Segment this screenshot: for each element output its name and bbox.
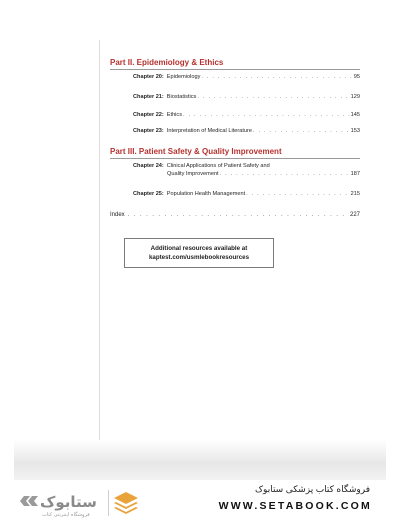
chapter-title: Interpretation of Medical Literature: [166, 128, 252, 134]
chapter-title: Ethics: [166, 112, 183, 118]
dot-leader: [201, 74, 352, 82]
logo-subtext: فروشگاه اینترنتی کتاب: [42, 512, 90, 518]
part-3-heading: Part III. Patient Safety & Quality Improvement: [110, 147, 282, 156]
part-3-rule: [110, 158, 360, 159]
toc-entry-index[interactable]: [110, 212, 360, 218]
chapter-title-line-1: Clinical Applications of Patient Safety and: [166, 163, 270, 169]
chapter-title-line-2: Quality Improvement: [167, 170, 219, 177]
part-2-heading: Part II. Epidemiology & Ethics: [110, 58, 224, 67]
chapter-title: Population Health Management: [166, 191, 246, 197]
toc-entry-chapter-20[interactable]: [133, 74, 360, 82]
page-number: 129: [350, 94, 360, 100]
dot-leader: [220, 171, 350, 179]
page-number: 227: [349, 212, 360, 218]
page-number: 95: [353, 74, 360, 80]
chapter-number: Chapter 25:: [133, 191, 164, 197]
dot-leader: [253, 128, 350, 136]
resources-url[interactable]: kaptest.com/usmlebookresources: [148, 254, 250, 261]
resources-line-1: Additional resources available at: [150, 245, 248, 252]
page-number: 215: [350, 191, 360, 197]
chapter-title: Biostatistics: [166, 94, 197, 100]
part-2-rule: [110, 69, 360, 70]
chapter-number: Chapter 21:: [133, 94, 164, 100]
page-number: 145: [350, 112, 360, 118]
dot-leader: [183, 112, 350, 120]
book-stack-icon: [114, 492, 138, 514]
resources-box: [124, 238, 274, 268]
dot-leader: [246, 191, 350, 199]
page-number: 187: [350, 170, 360, 177]
chapter-number: Chapter 24:: [133, 163, 164, 169]
toc-entry-chapter-25[interactable]: [133, 191, 360, 199]
page-bottom-shadow: [14, 440, 386, 480]
page-number: 153: [350, 128, 360, 134]
index-title: Index: [110, 212, 125, 218]
chevrons-icon: [20, 496, 38, 506]
logo-wordmark: ستابوک: [40, 493, 97, 511]
margin-rule: [99, 40, 100, 440]
chapter-number: Chapter 23:: [133, 128, 164, 134]
store-url[interactable]: WWW.SETABOOK.COM: [218, 500, 372, 512]
dot-leader: [197, 94, 349, 102]
toc-entry-chapter-23[interactable]: [133, 128, 360, 136]
chapter-number: Chapter 20:: [133, 74, 164, 80]
toc-entry-chapter-21[interactable]: [133, 94, 360, 102]
toc-entry-chapter-22[interactable]: [133, 112, 360, 120]
toc-entry-chapter-24[interactable]: [133, 163, 360, 178]
chapter-title: Epidemiology: [166, 74, 201, 80]
setabook-logo: [20, 486, 140, 518]
logo-divider: [108, 490, 109, 516]
store-name-fa: فروشگاه کتاب پزشکی ستابوک: [255, 484, 370, 494]
dot-leader: [128, 212, 347, 218]
chapter-number: Chapter 22:: [133, 112, 164, 118]
